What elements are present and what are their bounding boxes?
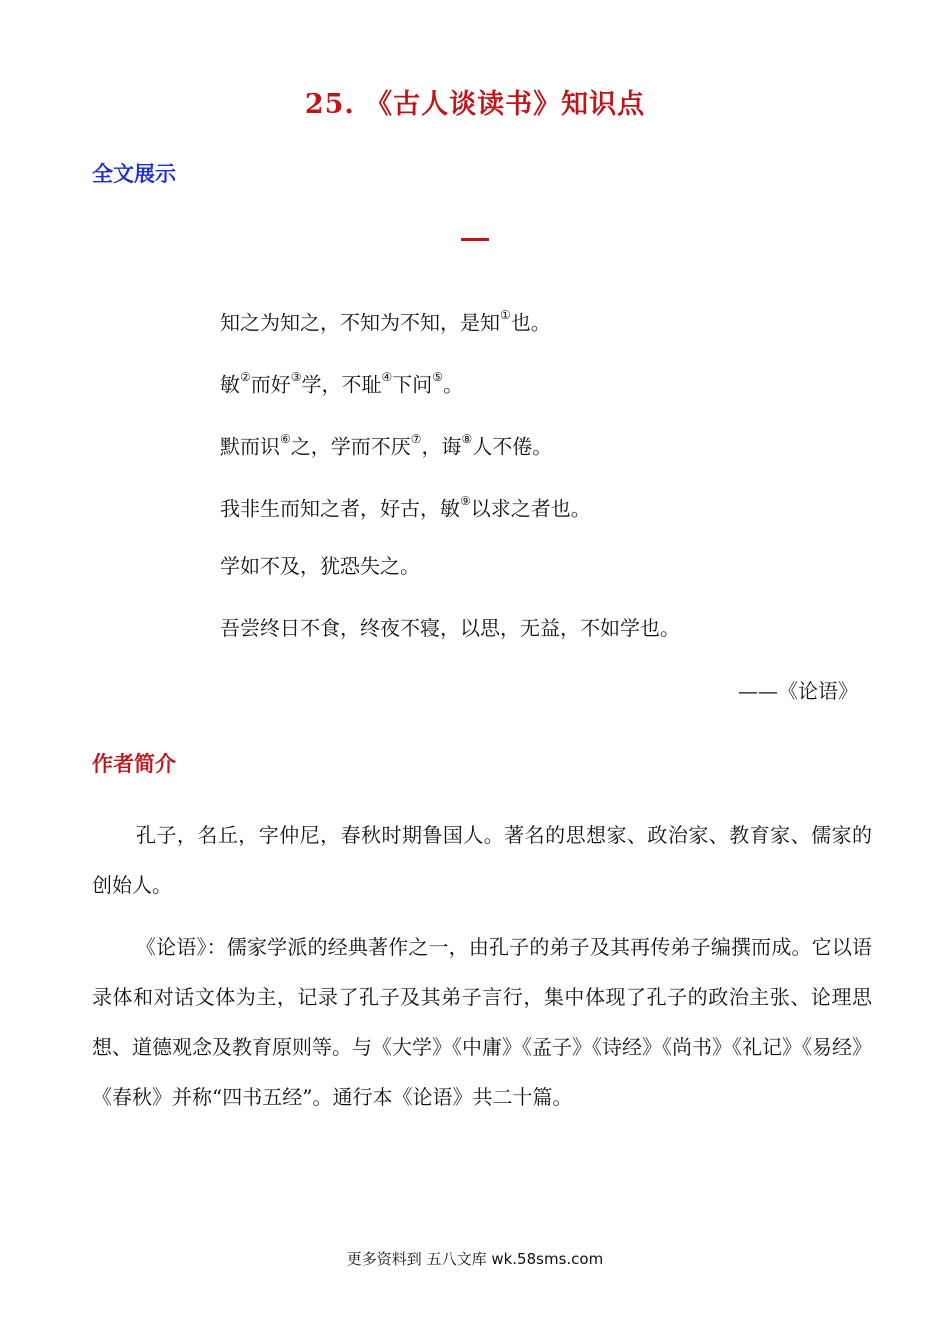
author-paragraph: 孔子，名丘，字仲尼，春秋时期鲁国人。著名的思想家、政治家、教育家、儒家的创始人。 — [92, 823, 872, 897]
footnote-marker: ⑧ — [461, 432, 473, 446]
section-heading-fulltext: 全文展示 — [92, 161, 176, 186]
poem-text: 学，不耻 — [301, 372, 382, 397]
page-title: 25. 《古人谈读书》知识点 — [304, 89, 646, 120]
footnote-marker: ④ — [381, 370, 393, 384]
footnote-marker: ⑥ — [280, 432, 291, 446]
section-heading-author: 作者简介 — [92, 751, 176, 776]
footnote-marker: ② — [240, 370, 251, 384]
poem-source: ——《论语》 — [738, 679, 858, 703]
poem-line — [220, 551, 420, 581]
poem-text: 知之为知之，不知为不知，是知 — [220, 310, 500, 335]
section-number-one — [0, 226, 950, 245]
poem-text: 人不倦。 — [472, 434, 553, 459]
poem-line — [220, 427, 552, 462]
section-number-bar — [461, 238, 489, 241]
footer-note: 更多资料到 五八文库 wk.58sms.com — [346, 1250, 604, 1268]
poem-text: 默而识 — [220, 434, 280, 459]
poem-text: 以求之者也。 — [470, 496, 591, 521]
poem-text: 下问 — [392, 372, 433, 397]
author-paragraph: 《论语》：儒家学派的经典著作之一，由孔子的弟子及其再传弟子编撰而成。它以语录体和对话文体为主，记录了孔子及其弟子言行，集中体现了孔子的政治主张、论理思想、道德观念及教育原则等。与《大学》《中庸》《孟子》《诗经》《尚书》《礼记》《易经》《春秋》并称“四书五经”。通行本《论语》共二十篇。 — [92, 935, 872, 1109]
poem-text: 之，学而不厌 — [290, 434, 411, 459]
poem-text: ，诲 — [421, 434, 462, 459]
poem-text: 也。 — [510, 310, 551, 335]
poem-text: 敏 — [220, 372, 240, 397]
poem-text: 。 — [443, 372, 464, 397]
poem-line — [220, 489, 591, 524]
footnote-marker: ⑨ — [460, 494, 471, 508]
poem-line — [220, 613, 680, 643]
poem-line — [220, 303, 551, 338]
poem-text: 我非生而知之者，好古，敏 — [220, 496, 460, 521]
poem-text: 而好 — [250, 372, 291, 397]
footnote-marker: ⑤ — [432, 370, 444, 384]
footnote-marker: ③ — [290, 370, 302, 384]
poem-text: 吾尝终日不食，终夜不寝，以思，无益，不如学也。 — [220, 616, 680, 640]
footnote-marker: ⑦ — [410, 432, 422, 446]
poem-text: 学如不及，犹恐失之。 — [220, 554, 420, 578]
footnote-marker: ① — [500, 308, 511, 322]
poem-line — [220, 365, 463, 400]
